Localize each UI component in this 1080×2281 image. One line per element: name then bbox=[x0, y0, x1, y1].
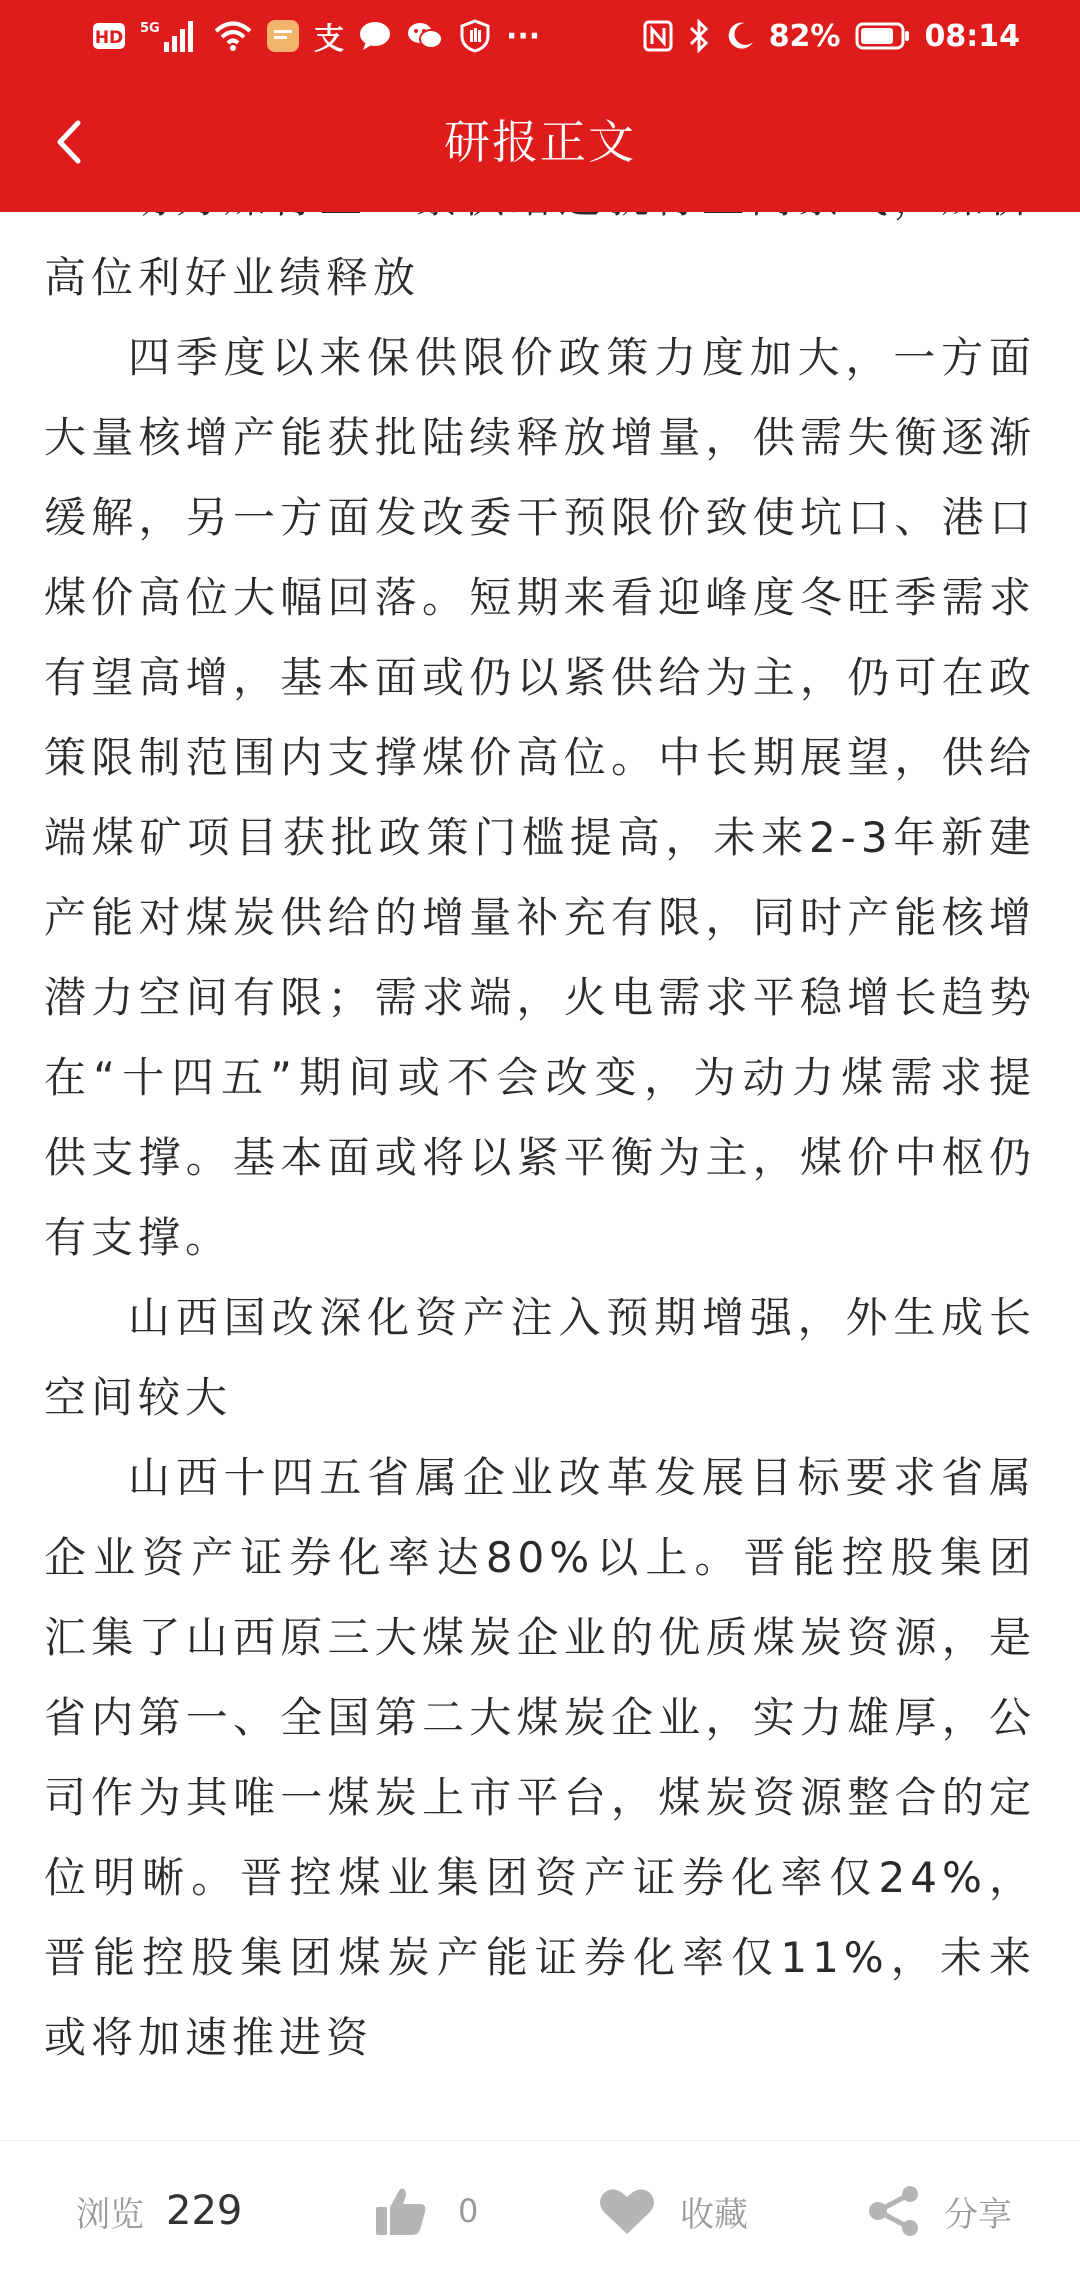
article-scroll-area[interactable] bbox=[0, 212, 1080, 2140]
share-button[interactable] bbox=[866, 2141, 1012, 2281]
article-body bbox=[44, 158, 1036, 2078]
views-count: 229 bbox=[166, 2188, 243, 2234]
likes-count: 0 bbox=[458, 2192, 479, 2230]
bluetooth-icon bbox=[687, 19, 711, 53]
favorite-button[interactable] bbox=[598, 2141, 748, 2281]
battery-percentage: 82% bbox=[768, 18, 841, 54]
views-label: 浏览 bbox=[76, 2194, 144, 2235]
heart-icon bbox=[598, 2186, 656, 2236]
wechat-icon bbox=[406, 20, 444, 52]
share-icon bbox=[866, 2186, 922, 2236]
app-header bbox=[0, 0, 1080, 212]
bottom-action-bar bbox=[0, 2140, 1080, 2281]
share-label: 分享 bbox=[944, 2194, 1012, 2235]
message-app-icon bbox=[266, 19, 300, 53]
like-button[interactable] bbox=[374, 2141, 478, 2281]
section-heading-shanxi-reform: 山西国改深化资产注入预期增强，外生成长空间较大 bbox=[44, 1293, 1036, 1422]
back-button[interactable] bbox=[30, 102, 110, 182]
hd-icon bbox=[92, 21, 126, 51]
article-paragraph: 山西十四五省属企业改革发展目标要求省属企业资产证券化率达80%以上。晋能控股集团汇集了山西原三大煤炭企业的优质煤炭资源，是省内第一、全国第二大煤炭企业，实力雄厚，公司作为其唯一煤炭上市平台，煤炭资源整合的定位明晰。晋控煤业集团资产证券化率仅24%，晋能控股集团煤炭产能证券化率仅11%，未来或将加速推进资 bbox=[44, 1453, 1036, 2062]
signal-5g-icon bbox=[140, 18, 200, 54]
battery-icon bbox=[855, 21, 911, 51]
chat-bubble-icon bbox=[358, 20, 392, 52]
hand-shield-icon bbox=[458, 19, 492, 53]
more-notifications-icon: ··· bbox=[506, 18, 541, 54]
clock-time: 08:14 bbox=[924, 18, 1020, 54]
nav-bar bbox=[0, 72, 1080, 212]
alipay-icon: 支 bbox=[314, 22, 344, 57]
page-title: 研报正文 bbox=[444, 115, 636, 169]
do-not-disturb-moon-icon bbox=[725, 20, 755, 52]
wifi-icon bbox=[214, 20, 252, 52]
thumbs-up-icon bbox=[374, 2185, 428, 2237]
section-heading-thermal-coal: 高位利好业绩释放 bbox=[44, 253, 421, 302]
favorite-label: 收藏 bbox=[680, 2194, 748, 2235]
status-bar-right bbox=[643, 14, 1020, 58]
network-label: 5G bbox=[140, 21, 160, 36]
status-bar bbox=[0, 0, 1080, 72]
status-bar-left bbox=[92, 14, 540, 58]
nfc-icon bbox=[643, 20, 673, 52]
views-counter bbox=[76, 2141, 242, 2281]
chevron-left-icon bbox=[50, 117, 90, 167]
hd-label: HD bbox=[94, 28, 124, 48]
article-paragraph: 四季度以来保供限价政策力度加大，一方面大量核增产能获批陆续释放增量，供需失衡逐渐缓解，另一方面发改委干预限价致使坑口、港口煤价高位大幅回落。短期来看迎峰度冬旺季需求有望高增，基本面或仍以紧供给为主，仍可在政策限制范围内支撑煤价高位。中长期展望，供给端煤矿项目获批政策门槛提高，未来2-3年新建产能对煤炭供给的增量补充有限，同时产能核增潜力空间有限；需求端，火电需求平稳增长趋势在“十四五”期间或不会改变，为动力煤需求提供支撑。基本面或将以紧平衡为主，煤价中枢仍有支撑。 bbox=[44, 333, 1036, 1262]
